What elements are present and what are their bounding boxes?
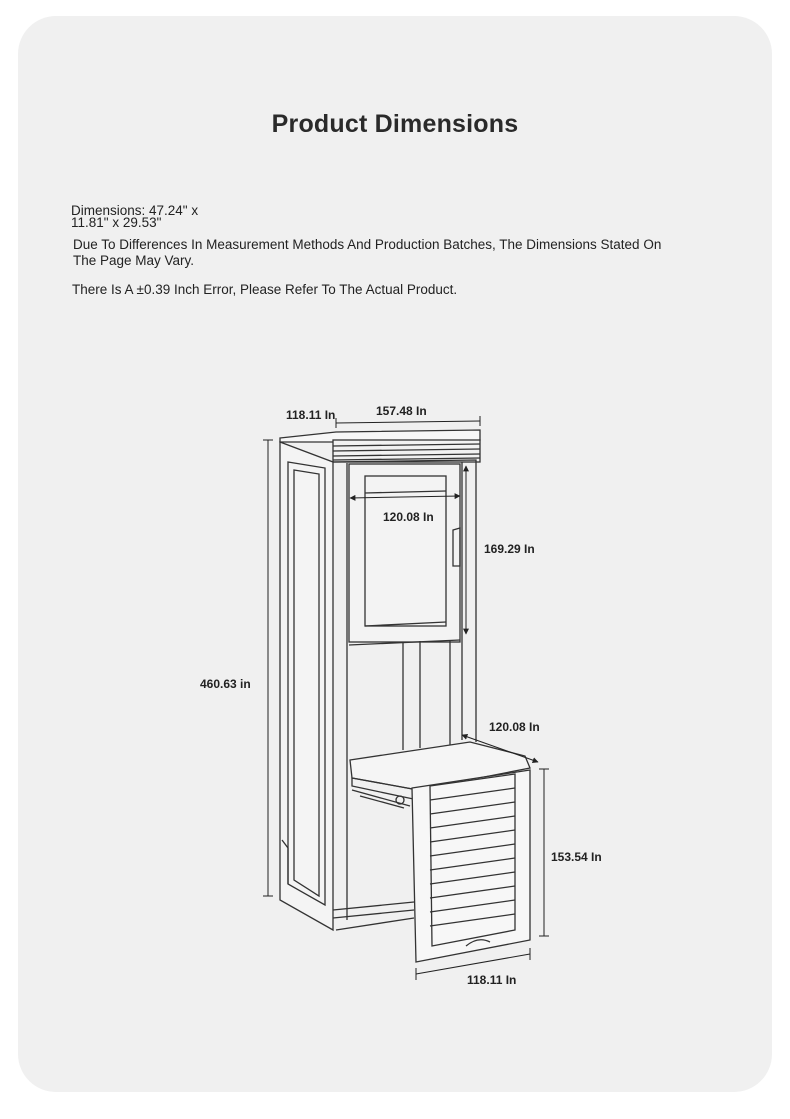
measurement-variation-note: Due To Differences In Measurement Methods And Production Batches, The Dimensions Stated On The Page May Vary. bbox=[73, 237, 662, 268]
label-total-height: 460.63 in bbox=[200, 677, 251, 691]
label-stool-height: 153.54 In bbox=[551, 850, 602, 864]
measurement-error-note: There Is A ±0.39 Inch Error, Please Refer To The Actual Product. bbox=[72, 282, 458, 297]
label-upper-height: 169.29 In bbox=[484, 542, 535, 556]
stool-outline bbox=[350, 742, 530, 962]
label-inner-width: 120.08 In bbox=[383, 510, 434, 524]
dimensions-summary: Dimensions: 47.24" x 11.81" x 29.53" bbox=[71, 203, 199, 230]
page-title: Product Dimensions bbox=[271, 110, 519, 138]
label-top-depth: 118.11 In bbox=[286, 408, 336, 422]
label-stool-width: 118.11 In bbox=[467, 973, 517, 987]
label-stool-depth: 120.08 In bbox=[489, 720, 540, 734]
label-top-width: 157.48 In bbox=[376, 404, 427, 418]
